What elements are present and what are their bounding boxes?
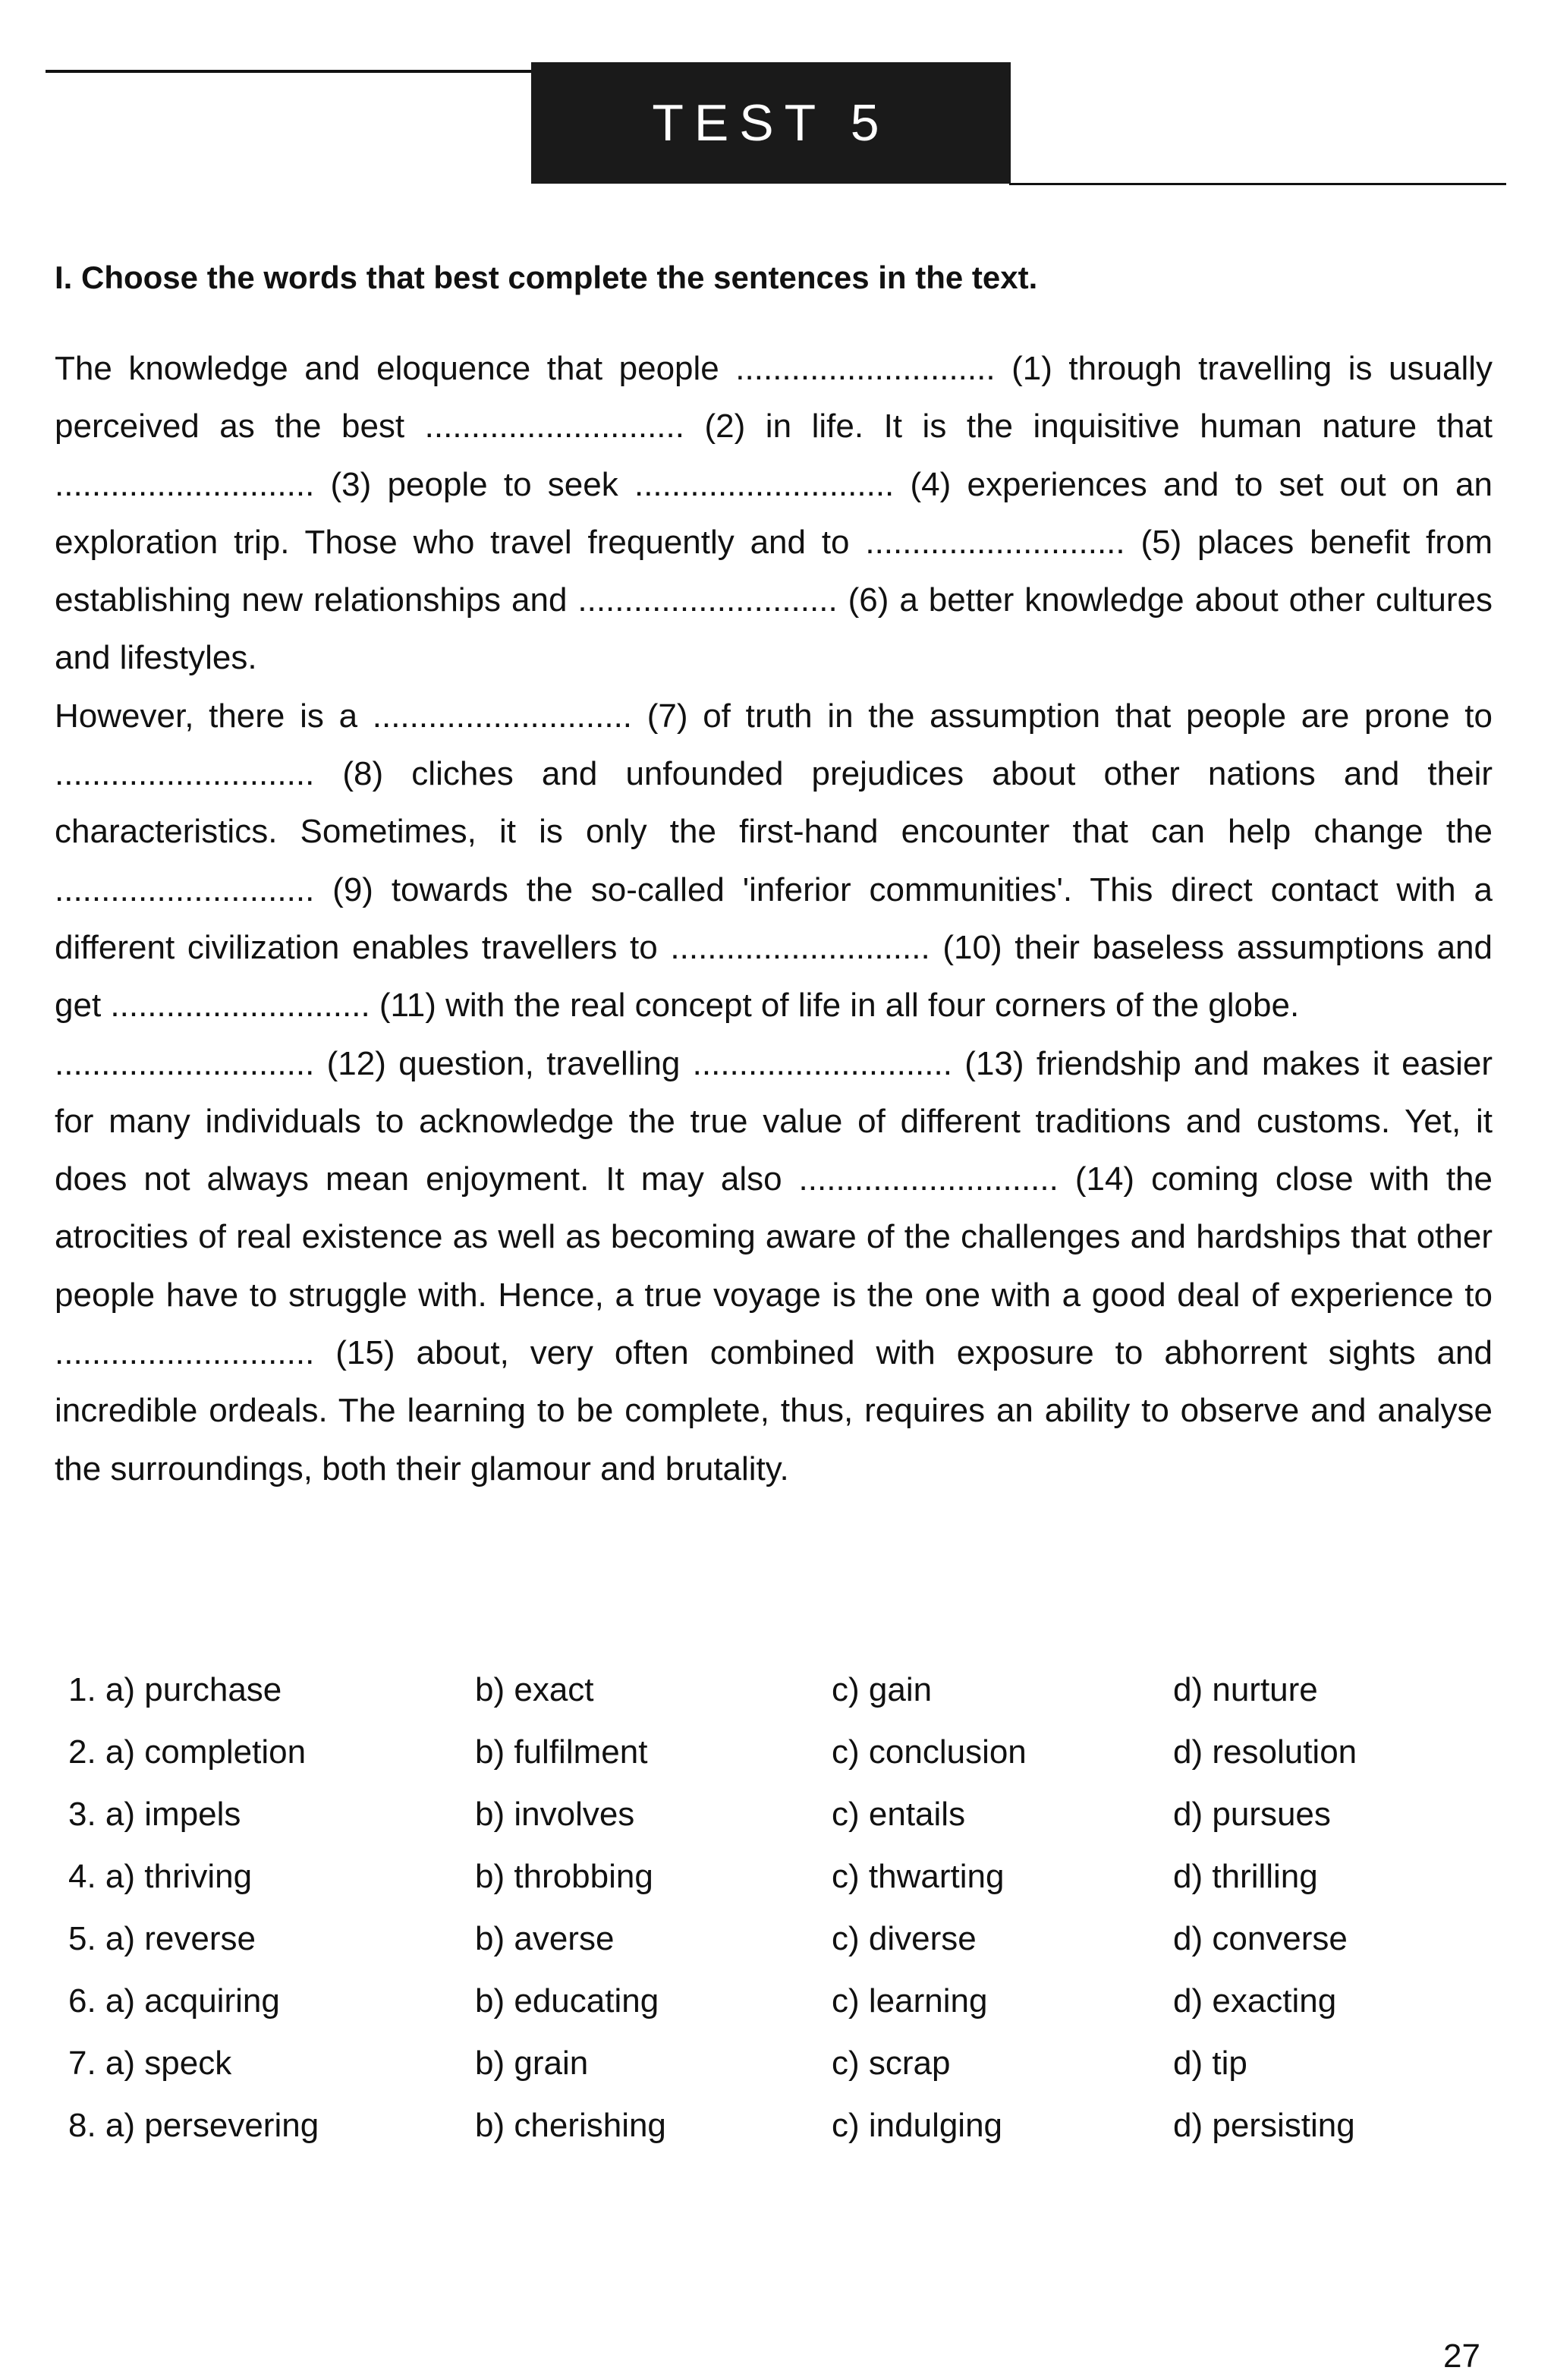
option-b: b) educating <box>475 1982 659 2020</box>
passage-paragraph-1: The knowledge and eloquence that people ............................ (1) through travelling is usually perceived as the best ............................ (2) in life. It is the inquisitive human nature that ............................ (3) people to seek ............................ (4) experiences and to set out on an exploration trip. Those who travel frequently and to ............................ (5) places benefit from establishing new relationships and ............................ (6) a better knowledge about other cultures and lifestyles. <box>55 350 1493 677</box>
option-a: 4. a) thriving <box>68 1858 253 1895</box>
option-d: d) exacting <box>1173 1982 1337 2020</box>
test-title: TEST 5 <box>652 94 890 152</box>
option-c: c) thwarting <box>832 1858 1005 1895</box>
option-a: 6. a) acquiring <box>68 1982 280 2020</box>
answer-options <box>68 1659 1495 2157</box>
option-c: c) indulging <box>832 2107 1003 2144</box>
option-b: b) throbbing <box>475 1858 653 1895</box>
option-a: 3. a) impels <box>68 1796 241 1833</box>
option-a: 7. a) speck <box>68 2045 232 2082</box>
option-d: d) nurture <box>1173 1671 1318 1708</box>
option-b: b) exact <box>475 1671 594 1708</box>
option-d: d) tip <box>1173 2045 1247 2082</box>
option-c: c) scrap <box>832 2045 951 2082</box>
option-d: d) pursues <box>1173 1796 1331 1833</box>
option-b: b) involves <box>475 1796 635 1833</box>
option-c: c) diverse <box>832 1920 977 1957</box>
option-row <box>68 1908 1495 1970</box>
option-c: c) conclusion <box>832 1733 1027 1771</box>
option-c: c) learning <box>832 1982 988 2020</box>
exercise-instruction: I. Choose the words that best complete the sentences in the text. <box>55 260 1038 295</box>
page-number: 27 <box>1443 2338 1480 2375</box>
option-row <box>68 2095 1495 2157</box>
option-row <box>68 1970 1495 2032</box>
option-row <box>68 2032 1495 2095</box>
option-row <box>68 1783 1495 1846</box>
option-b: b) grain <box>475 2045 589 2082</box>
test-title-banner <box>531 62 1011 184</box>
option-d: d) thrilling <box>1173 1858 1318 1895</box>
reading-passage <box>55 340 1493 1498</box>
option-c: c) gain <box>832 1671 933 1708</box>
option-a: 5. a) reverse <box>68 1920 256 1957</box>
option-d: d) persisting <box>1173 2107 1355 2144</box>
passage-paragraph-2: However, there is a ............................ (7) of truth in the assumption that people are prone to ............................ (8) cliches and unfounded prejudices about other nations and their characteristics. Sometimes, it is only the first-hand encounter that can help change the ............................ (9) towards the so-called 'inferior communities'. This direct contact with a different civilization enables travellers to ............................ (10) their baseless assumptions and get ............................ (11) with the real concept of life in all four corners of the globe. <box>55 697 1493 1025</box>
option-b: b) averse <box>475 1920 615 1957</box>
passage-paragraph-3: ............................ (12) question, travelling ............................ (13) friendship and makes it easier for many individuals to acknowledge the true value of different traditions and customs. Yet, it does not always mean enjoyment. It may also ............................ (14) coming close with the atrocities of real existence as well as becoming aware of the challenges and hardships that other people have to struggle with. Hence, a true voyage is the one with a good deal of experience to ............................ (15) about, very often combined with exposure to abhorrent sights and incredible ordeals. The learning to be complete, thus, requires an ability to observe and analyse the surroundings, both their glamour and brutality. <box>55 1044 1493 1488</box>
option-a: 1. a) purchase <box>68 1671 282 1708</box>
header-rule-right <box>1009 183 1506 185</box>
option-d: d) converse <box>1173 1920 1348 1957</box>
option-row <box>68 1659 1495 1721</box>
option-a: 2. a) completion <box>68 1733 307 1771</box>
option-b: b) cherishing <box>475 2107 666 2144</box>
option-row <box>68 1846 1495 1908</box>
option-c: c) entails <box>832 1796 966 1833</box>
header-rule-left <box>46 70 531 73</box>
option-d: d) resolution <box>1173 1733 1357 1771</box>
option-a: 8. a) persevering <box>68 2107 319 2144</box>
option-b: b) fulfilment <box>475 1733 648 1771</box>
option-row <box>68 1721 1495 1783</box>
